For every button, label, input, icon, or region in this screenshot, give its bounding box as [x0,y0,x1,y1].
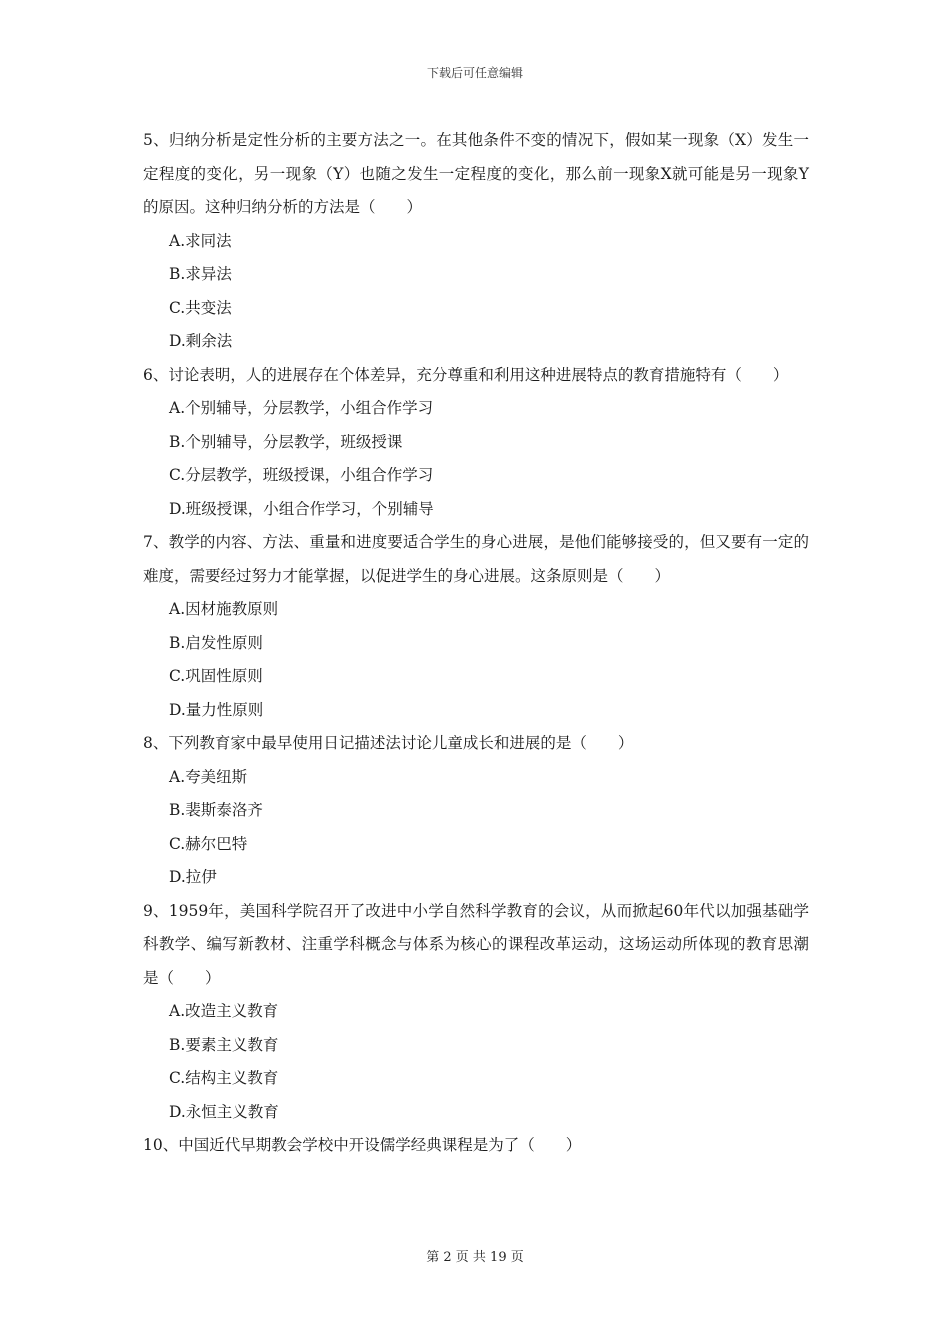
question-stem: 6、讨论表明，人的进展存在个体差异，充分尊重和利用这种进展特点的教育措施特有（ ） [143,365,789,384]
question-stem: 10、中国近代早期教会学校中开设儒学经典课程是为了（ ） [143,1136,582,1154]
option-d: D.剩余法 [169,332,233,350]
option-b: B.要素主义教育 [169,1035,279,1054]
option-list [143,761,809,895]
question-9 [143,895,809,1130]
question-7 [143,526,809,727]
page-footer: 第 2 页 共 19 页 [426,1250,524,1265]
option-c: C.结构主义教育 [169,1069,279,1087]
option-d: D.永恒主义教育 [169,1102,279,1121]
question-stem: 9、1959年，美国科学院召开了改进中小学自然科学教育的会议，从而掀起60年代以加强基础学科教学、编写新教材、注重学科概念与体系为核心的课程改革运动，这场运动所体现的教育思潮是（ ） [143,901,809,987]
question-stem: 7、教学的内容、方法、重量和进度要适合学生的身心进展，是他们能够接受的，但又要有一定的难度，需要经过努力才能掌握，以促进学生的身心进展。这条原则是（ ） [143,533,809,585]
option-d: D.拉伊 [169,868,217,886]
option-list [143,995,809,1129]
option-c: C.巩固性原则 [169,667,263,685]
option-a: A.求同法 [169,231,232,250]
option-b: B.求异法 [169,265,232,283]
question-10 [143,1129,809,1163]
option-c: C.分层教学，班级授课，小组合作学习 [169,466,434,484]
option-list [143,225,809,359]
option-c: C.共变法 [169,298,232,317]
option-list [143,593,809,727]
question-6 [143,359,809,527]
option-a: A.因材施教原则 [169,600,279,618]
option-a: A.夸美纽斯 [169,767,248,786]
option-d: D.量力性原则 [169,700,264,719]
question-5 [143,124,809,359]
question-stem: 8、下列教育家中最早使用日记描述法讨论儿童成长和进展的是（ ） [143,734,634,752]
option-b: B.个别辅导，分层教学，班级授课 [169,432,403,451]
option-a: A.改造主义教育 [169,1002,279,1020]
option-list [143,392,809,526]
question-stem: 5、归纳分析是定性分析的主要方法之一。在其他条件不变的情况下，假如某一现象（X）发生一定程度的变化，另一现象（Y）也随之发生一定程度的变化，那么前一现象X就可能是另一现象Y的原因。这种归纳分析的方法是（ ） [143,131,809,216]
option-b: B.启发性原则 [169,633,263,652]
option-c: C.赫尔巴特 [169,834,248,853]
page-header: 下载后可任意编辑 [426,66,523,80]
question-8 [143,727,809,895]
option-b: B.裴斯泰洛齐 [169,801,263,819]
option-a: A.个别辅导，分层教学，小组合作学习 [169,399,434,417]
option-d: D.班级授课，小组合作学习，个别辅导 [169,499,434,518]
question-list [143,124,809,1163]
